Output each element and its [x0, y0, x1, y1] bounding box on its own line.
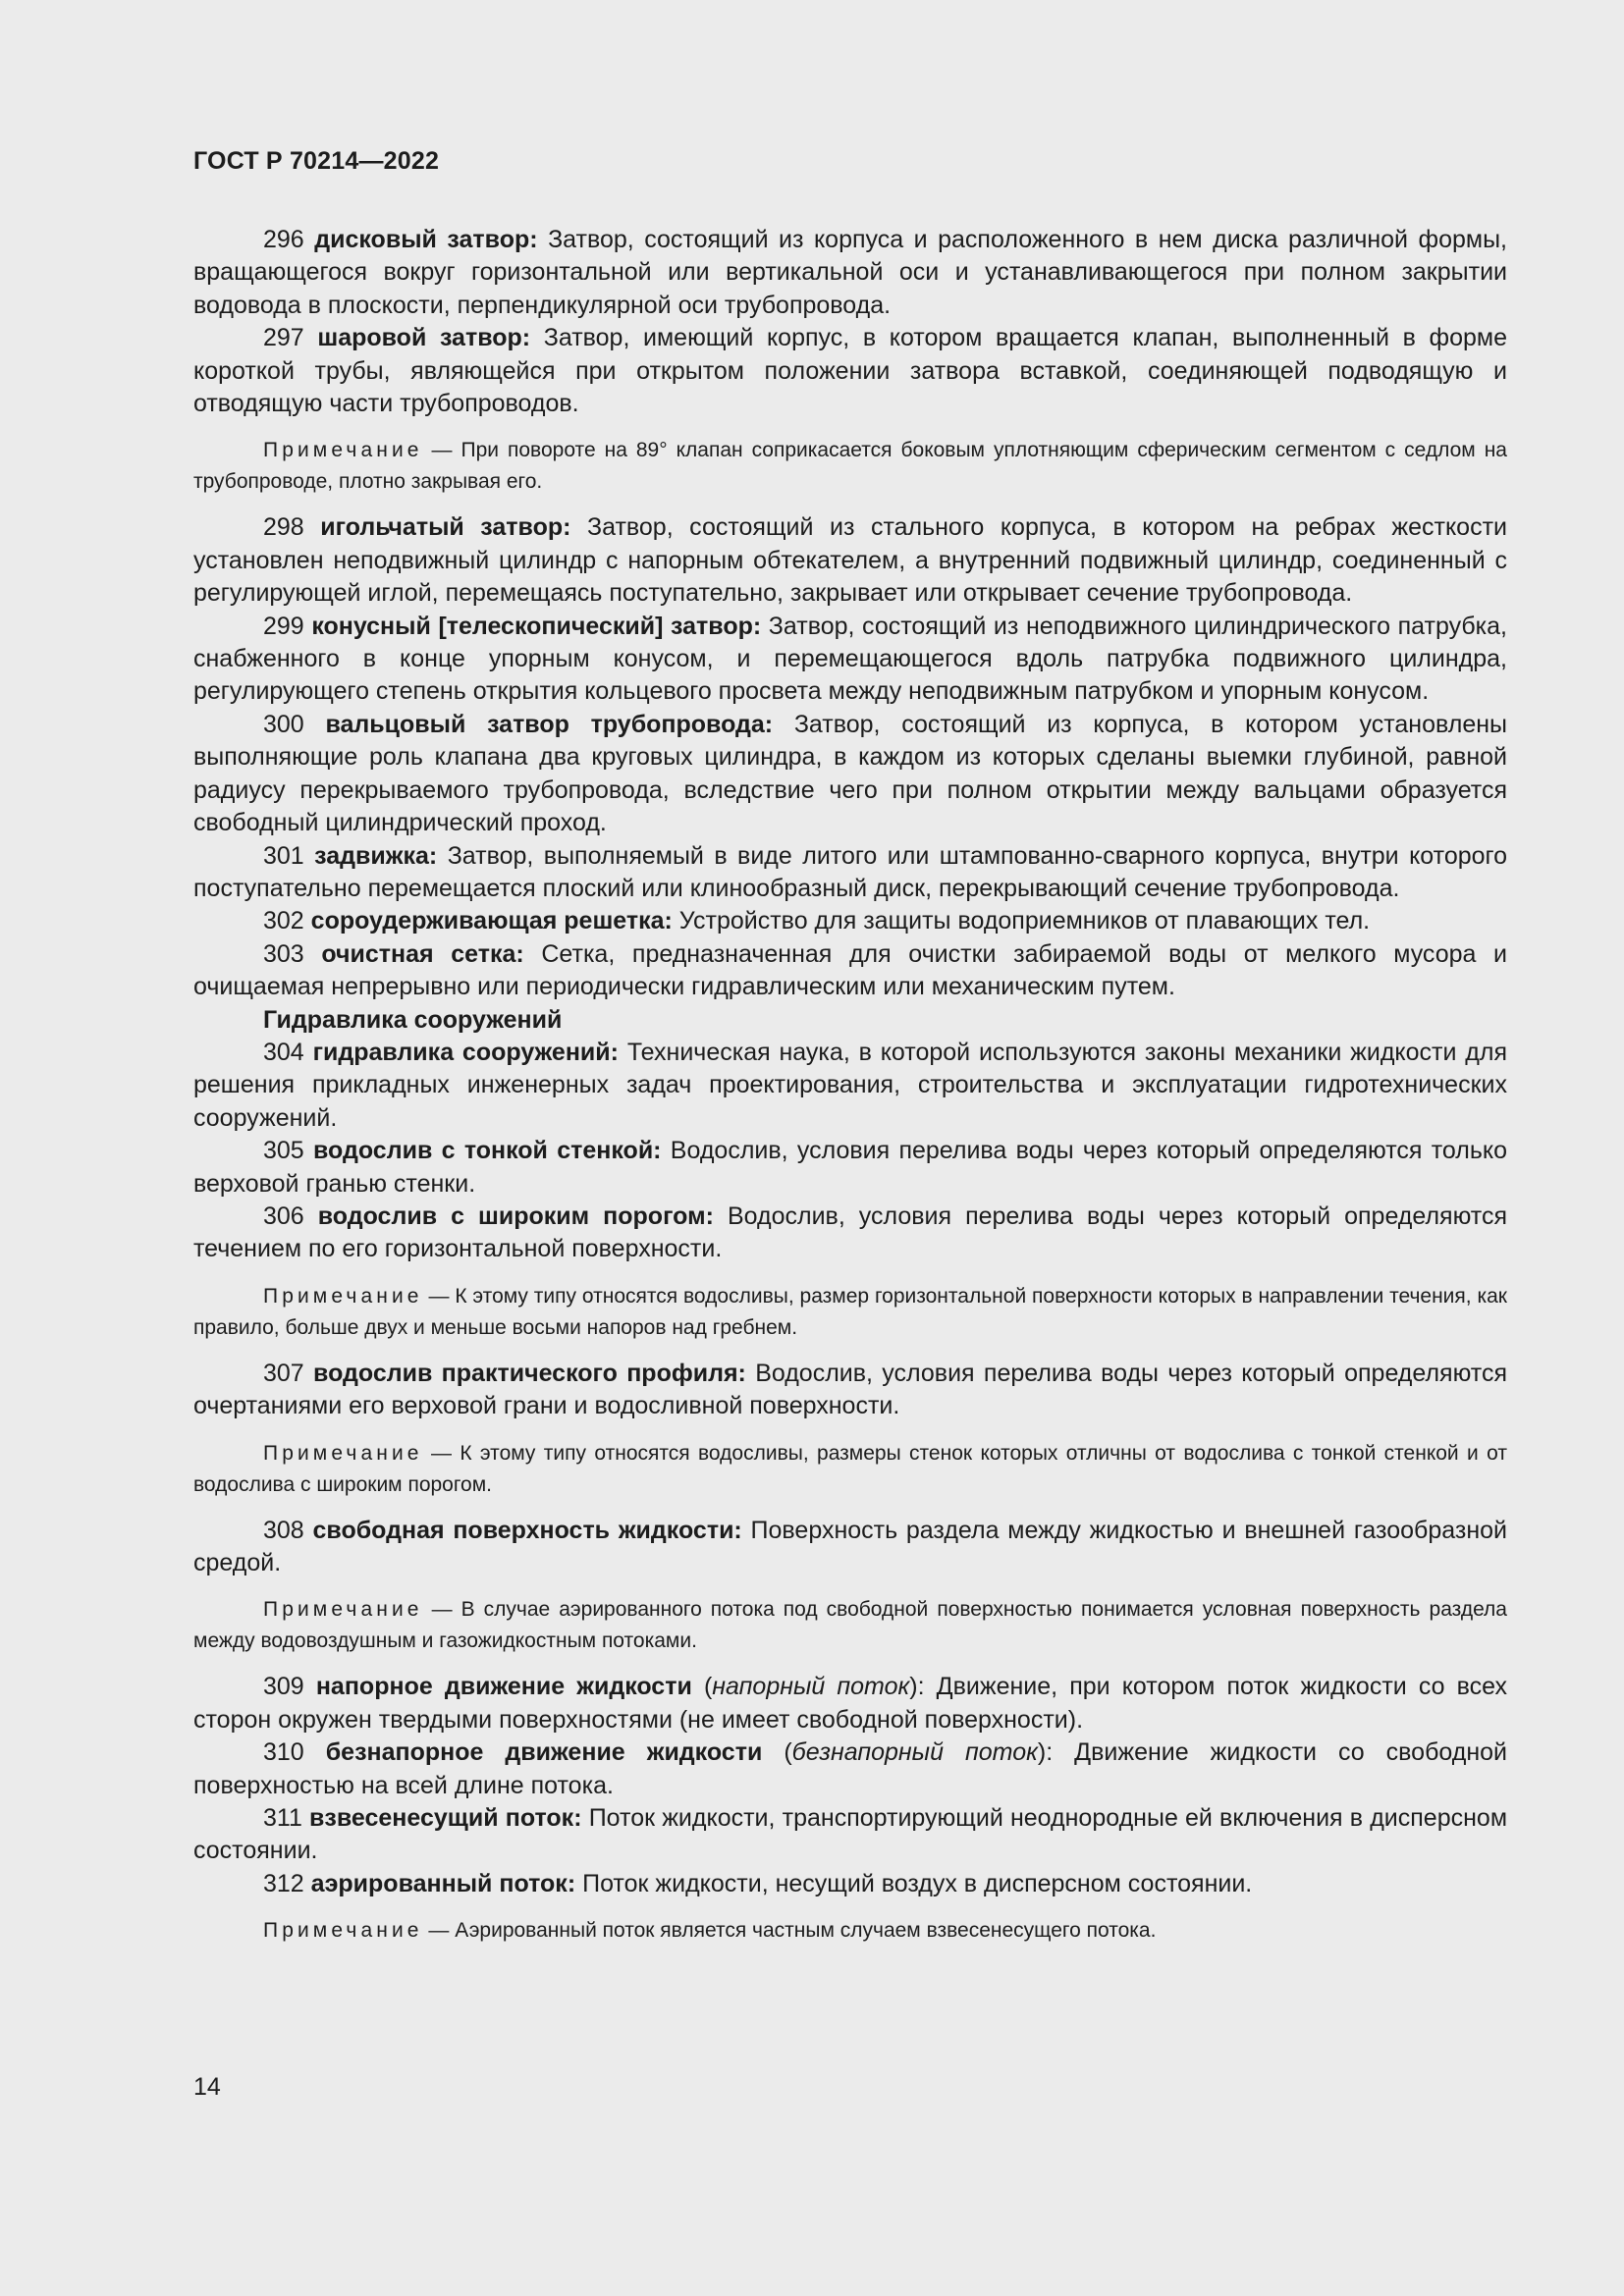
- entry-term: водослив с тонкой стенкой:: [313, 1137, 662, 1165]
- entry-312: [193, 1868, 1507, 1900]
- entry-definition: Затвор, состоящий из неподвижного цилиндрического патрубка, снабженного в конце упорным конусом, и перемещающегося вдоль патрубка подвижного цилиндра, регулирующего степень открытия кольцевого просвета между неподвижным патрубком и упорным конусом.: [193, 612, 1507, 706]
- entry-number: 296: [263, 226, 304, 253]
- entry-term: вальцовый затвор трубопровода:: [325, 710, 774, 738]
- note-306: [193, 1281, 1507, 1344]
- entry-alt-term: напорный поток: [712, 1673, 910, 1701]
- entry-definition: Затвор, состоящий из корпуса и расположенного в нем диска различной формы, вращающегося вокруг горизонтальной или вертикальной оси и устанавливающегося при полном закрытии водовода в плоскости, перпендикулярной оси трубопровода.: [193, 226, 1508, 319]
- entry-term: гидравлика сооружений:: [312, 1038, 619, 1066]
- entry-definition: ): Движение жидкости со свободной поверхностью на всей длине потока.: [193, 1738, 1508, 1799]
- entry-number: 303: [263, 939, 304, 968]
- entry-term: шаровой затвор:: [317, 324, 531, 352]
- note-text: — Аэрированный поток является частным случаем взвесенесущего потока.: [422, 1919, 1157, 1943]
- note-307: [193, 1438, 1507, 1501]
- entry-number: 310: [263, 1738, 304, 1767]
- entry-definition: Водослив, условия перелива воды через который определяются очертаниями его верховой грани и водосливной поверхности.: [193, 1359, 1507, 1420]
- entry-definition: Техническая наука, в которой используются законы механики жидкости для решения прикладных инженерных задач проектирования, строительства и эксплуатации гидротехнических сооружений.: [193, 1038, 1507, 1132]
- entry-term: дисковый затвор:: [314, 226, 538, 253]
- entry-number: 307: [263, 1359, 304, 1387]
- entry-definition: Поток жидкости, транспортирующий неоднородные ей включения в дисперсном состоянии.: [193, 1804, 1508, 1865]
- entry-302: [193, 905, 1507, 937]
- entry-term: свободная поверхность жидкости:: [312, 1516, 742, 1544]
- entry-305: [193, 1135, 1507, 1201]
- entry-309: [193, 1671, 1507, 1736]
- entry-306: [193, 1201, 1507, 1266]
- entry-definition: Затвор, состоящий из корпуса, в котором установлены выполняющие роль клапана два круговых цилиндра, в каждом из которых сделаны выемки глубиной, равной радиусу перекрываемого трубопровода, вследствие чего при полном открытии между вальцами образуется свободный цилиндрический проход.: [193, 710, 1507, 837]
- entry-definition: Затвор, имеющий корпус, в котором вращается клапан, выполненный в форме короткой трубы, являющейся при открытом положении затвора вставкой, соединяющей подводящую и отводящую части трубопроводов.: [193, 324, 1507, 418]
- entry-term: водослив с широким порогом:: [317, 1201, 714, 1230]
- entry-term: сороудерживающая решетка:: [310, 907, 673, 935]
- page-number: 14: [193, 2073, 221, 2101]
- entry-definition: Затвор, состоящий из стального корпуса, в котором на ребрах жесткости установлен неподвижный цилиндр с напорным обтекателем, а внутренний подвижный цилиндр, соединенный с регулирующей иглой, перемещаясь поступательно, закрывает или открывает сечение трубопровода.: [193, 513, 1507, 608]
- entry-number: 309: [263, 1673, 304, 1701]
- entry-number: 304: [263, 1038, 304, 1066]
- entry-term: напорное движение жидкости: [315, 1673, 692, 1701]
- entry-number: 301: [263, 841, 304, 870]
- entry-term: очистная сетка:: [321, 939, 524, 968]
- note-text: — К этому типу относятся водосливы, размер горизонтальной поверхности которых в направлении течения, как правило, больше двух и меньше восьми напоров над гребнем.: [193, 1284, 1507, 1339]
- entry-297: [193, 322, 1507, 420]
- entry-term: аэрированный поток:: [310, 1869, 576, 1897]
- entry-300: [193, 709, 1507, 840]
- entry-number: 298: [263, 513, 304, 542]
- entry-number: 297: [263, 324, 304, 352]
- entry-term: игольчатый затвор:: [320, 513, 571, 542]
- entry-301: [193, 840, 1507, 906]
- entry-298: [193, 511, 1507, 610]
- entry-term: безнапорное движение жидкости: [325, 1738, 763, 1767]
- page-content: [193, 224, 1507, 1960]
- entry-alt-term: безнапорный поток: [791, 1738, 1038, 1767]
- entry-299: [193, 611, 1507, 709]
- entry-number: 311: [263, 1804, 302, 1833]
- entry-308: [193, 1515, 1507, 1580]
- entry-definition: Поток жидкости, несущий воздух в дисперсном состоянии.: [575, 1869, 1253, 1897]
- note-312: [193, 1915, 1507, 1947]
- entry-paren-open: (: [762, 1738, 792, 1767]
- note-label: Примечание: [263, 1598, 423, 1622]
- note-label: Примечание: [263, 1441, 423, 1465]
- entry-term: взвесенесущий поток:: [309, 1804, 582, 1833]
- entry-number: 300: [263, 710, 304, 738]
- entry-term: конусный [телескопический] затвор:: [311, 612, 762, 640]
- entry-definition: Устройство для защиты водоприемников от плавающих тел.: [672, 907, 1371, 935]
- entry-307: [193, 1358, 1507, 1423]
- entry-number: 312: [263, 1869, 304, 1897]
- note-text: — При повороте на 89° клапан соприкасается боковым уплотняющим сферическим сегментом с седлом на трубопроводе, плотно закрывая его.: [193, 439, 1507, 494]
- entry-310: [193, 1736, 1507, 1802]
- entry-definition: Поверхность раздела между жидкостью и внешней газообразной средой.: [193, 1516, 1507, 1576]
- note-text: — К этому типу относятся водосливы, размеры стенок которых отличны от водослива с тонкой стенкой и от водослива с широким порогом.: [193, 1441, 1507, 1496]
- entry-number: 306: [263, 1201, 304, 1230]
- entry-311: [193, 1802, 1507, 1868]
- section-heading: Гидравлика сооружений: [263, 1005, 563, 1034]
- entry-definition: Затвор, выполняемый в виде литого или штампованно-сварного корпуса, внутри которого поступательно перемещается плоский или клинообразный диск, перекрывающий сечение трубопровода.: [193, 841, 1508, 902]
- entry-303: [193, 938, 1507, 1004]
- entry-296: [193, 224, 1507, 322]
- entry-definition: Водослив, условия перелива воды через который определяются течением по его горизонтальной поверхности.: [193, 1201, 1508, 1263]
- document-code-header: ГОСТ Р 70214—2022: [193, 147, 440, 175]
- note-308: [193, 1594, 1507, 1657]
- note-label: Примечание: [263, 439, 423, 462]
- note-label: Примечание: [263, 1284, 423, 1308]
- entry-number: 308: [263, 1516, 304, 1544]
- entry-304: [193, 1037, 1507, 1135]
- entry-paren-open: (: [691, 1673, 713, 1701]
- entry-definition: Сетка, предназначенная для очистки забираемой воды от мелкого мусора и очищаемая непрерывно или периодически гидравлическим или механическим путем.: [193, 939, 1508, 1001]
- entry-number: 305: [263, 1137, 304, 1165]
- note-label: Примечание: [263, 1919, 423, 1943]
- note-text: — В случае аэрированного потока под свободной поверхностью понимается условная поверхность раздела между водовоздушным и газожидкостным потоками.: [193, 1598, 1507, 1653]
- entry-number: 302: [263, 907, 304, 935]
- entry-term: водослив практического профиля:: [313, 1359, 746, 1387]
- note-297: [193, 435, 1507, 498]
- entry-number: 299: [263, 612, 304, 640]
- entry-definition: Водослив, условия перелива воды через который определяются только верховой гранью стенки.: [193, 1137, 1507, 1198]
- entry-term: задвижка:: [314, 841, 438, 870]
- entry-definition: ): Движение, при котором поток жидкости со всех сторон окружен твердыми поверхностями (не имеет свободной поверхности).: [193, 1673, 1507, 1734]
